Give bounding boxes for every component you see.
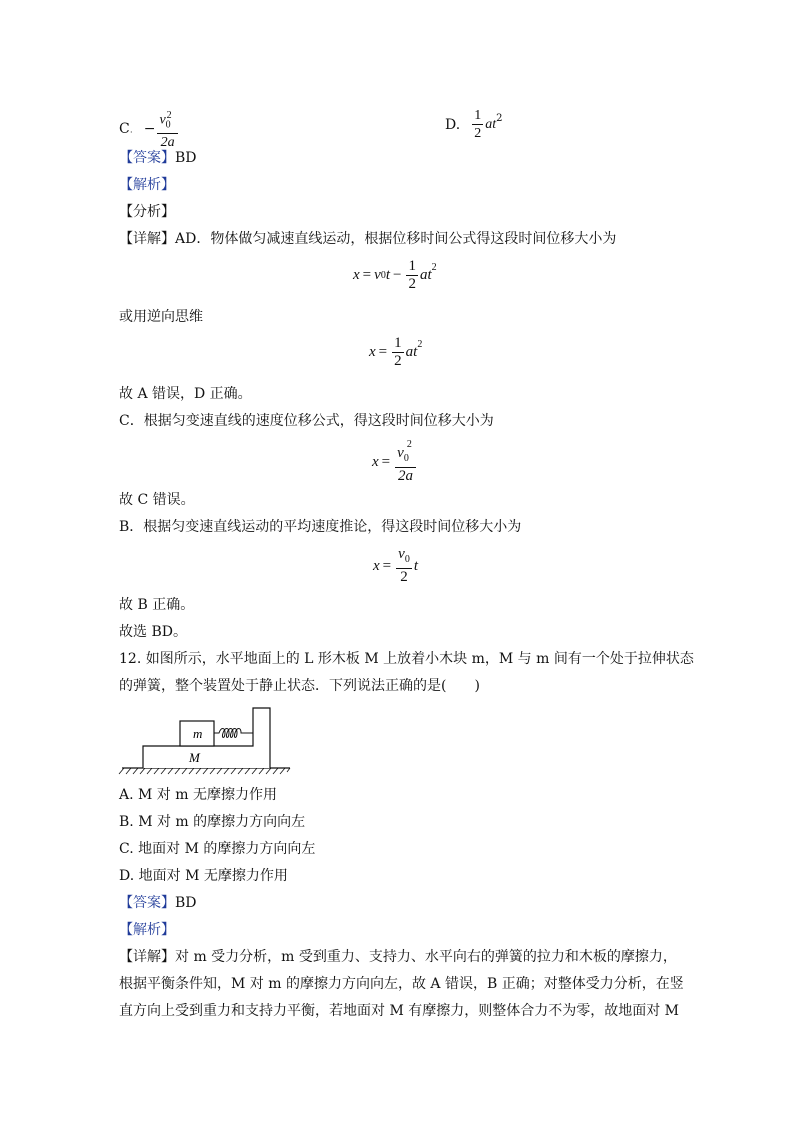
q12-option-b-text: B. M 对 m 的摩擦力方向向左	[119, 814, 306, 830]
conclusion-2-text: 故 C 错误。	[119, 492, 195, 508]
analysis-tag: 【解析】	[119, 922, 175, 938]
answer-tag: 【答案】	[119, 150, 175, 166]
option-c-num-sub: 0	[165, 119, 171, 131]
option-d-label: D.	[445, 116, 461, 133]
formula-two: 2	[400, 569, 408, 585]
formula-half-num: 1	[408, 258, 416, 274]
ground-hatching	[119, 768, 290, 774]
formula-v: v	[374, 267, 381, 283]
final-choice	[119, 622, 187, 642]
formula-t: t	[385, 267, 390, 283]
q12-answer-line	[119, 893, 197, 913]
formula-eq: =	[378, 344, 388, 360]
option-d-den: 2	[474, 126, 482, 141]
option-c	[119, 107, 180, 151]
formula-eq: =	[381, 454, 391, 470]
reverse-text: 或用逆向思维	[119, 309, 203, 325]
option-d-sup: 2	[496, 113, 503, 124]
option-c-num-v: v	[159, 112, 166, 128]
formula-reverse	[369, 335, 422, 370]
c-analysis-text: C．根据匀变速直线的速度位移公式，得这段时间位移大小为	[119, 413, 494, 429]
q12-detail-line2	[119, 974, 684, 994]
q12-option-a-text: A. M 对 m 无摩擦力作用	[119, 787, 277, 803]
option-d-num: 1	[474, 108, 482, 123]
formula-minus: −	[392, 267, 402, 283]
conclusion-3-text: 故 B 正确。	[119, 597, 195, 613]
b-analysis	[119, 517, 521, 537]
q12-stem-line1	[119, 649, 694, 669]
formula-v: v	[398, 546, 405, 562]
spring-block-figure	[118, 700, 298, 780]
formula-v-sub: 0	[380, 270, 386, 281]
formula-half-num: 1	[394, 335, 402, 351]
option-d	[445, 107, 502, 142]
formula-at-sup: 2	[417, 339, 423, 350]
q12-option-a	[119, 785, 277, 805]
formula-v2-over-2a	[395, 440, 416, 485]
option-c-den: 2a	[160, 135, 175, 151]
detail-tag: 【详解】	[119, 231, 175, 247]
q11-answer-line	[119, 148, 197, 168]
formula-at: at	[405, 344, 418, 360]
q12-detail-text-3: 直方向上受到重力和支持力平衡，若地面对 M 有摩擦力，则整体合力不为零，故地面对 M	[119, 1003, 680, 1019]
formula-eq: =	[382, 557, 392, 574]
formula-half-den: 2	[394, 353, 402, 369]
formula-v: v	[397, 445, 404, 461]
conclusion-1-text: 故 A 错误，D 正确。	[119, 386, 252, 402]
formula-half-den: 2	[408, 276, 416, 292]
formula-v0-over-2	[396, 546, 412, 586]
stray-dot: ·	[130, 128, 133, 137]
formula-velocity-displacement	[372, 440, 418, 485]
detail-tag: 【详解】	[119, 949, 175, 965]
formula-v-sup: 2	[406, 439, 412, 450]
q12-detail-text-1: 对 m 受力分析，m 受到重力、支持力、水平向右的弹簧的拉力和木板的摩擦力，	[175, 949, 677, 965]
formula-2a: 2a	[397, 468, 413, 484]
formula-x: x	[369, 344, 376, 360]
answer-tag: 【答案】	[119, 895, 175, 911]
figure-label-M: M	[189, 750, 200, 765]
q12-detail-line3	[119, 1001, 679, 1021]
q11-analysis-tag	[119, 175, 175, 195]
formula-half	[392, 335, 404, 370]
final-choice-text: 故选 BD。	[119, 624, 187, 640]
detail-text: AD．物体做匀减速直线运动，根据位移时间公式得这段时间位移大小为	[175, 231, 617, 247]
formula-x: x	[353, 267, 360, 283]
q12-detail-text-2: 根据平衡条件知，M 对 m 的摩擦力方向向左，故 A 错误，B 正确；对整体受力分析，在竖	[119, 976, 684, 992]
formula-v-sub: 0	[403, 453, 409, 464]
q12-option-c	[119, 839, 315, 859]
conclusion-2	[119, 490, 195, 510]
q12-stem-text-1: 12. 如图所示，水平地面上的 L 形木板 M 上放着小木块 m，M 与 m 间有一个处于拉伸状态	[119, 651, 694, 667]
q12-stem-text-2: 的弹簧，整个装置处于静止状态．下列说法正确的是( )	[119, 678, 480, 694]
figure-label-m: m	[193, 726, 203, 741]
conclusion-1	[119, 384, 252, 404]
spring-coil	[214, 729, 253, 738]
c-analysis	[119, 411, 494, 431]
q12-option-b	[119, 812, 305, 832]
q12-analysis-tag	[119, 920, 175, 940]
answer-value: BD	[175, 150, 197, 166]
b-analysis-text: B．根据匀变速直线运动的平均速度推论，得这段时间位移大小为	[119, 519, 522, 535]
formula-x: x	[372, 454, 379, 470]
option-c-label: C	[119, 121, 130, 138]
formula-v-sub: 0	[404, 554, 410, 565]
formula-x: x	[373, 557, 380, 574]
q12-option-c-text: C. 地面对 M 的摩擦力方向向左	[119, 841, 316, 857]
option-c-fraction	[157, 107, 177, 151]
formula-at: at	[419, 267, 432, 283]
option-d-fraction	[472, 107, 483, 142]
q11-fenxi-tag	[119, 202, 175, 222]
reverse-thinking	[119, 307, 203, 327]
q11-detail-line	[119, 229, 616, 249]
formula-average-velocity	[373, 546, 418, 586]
conclusion-3	[119, 595, 194, 615]
q12-stem-line2	[119, 676, 480, 696]
option-d-expr: at	[485, 116, 497, 132]
answer-value: BD	[175, 895, 197, 911]
formula-displacement	[353, 258, 437, 293]
option-c-minus: −	[143, 121, 156, 138]
fenxi-tag: 【分析】	[119, 204, 175, 220]
q12-option-d	[119, 866, 288, 886]
formula-at-sup: 2	[431, 262, 437, 273]
formula-eq: =	[362, 267, 372, 283]
formula-t: t	[413, 557, 418, 574]
option-c-num-sup: 2	[166, 110, 172, 121]
q12-detail-line1	[119, 947, 677, 967]
formula-half	[406, 258, 418, 293]
q12-option-d-text: D. 地面对 M 无摩擦力作用	[119, 868, 288, 884]
analysis-tag: 【解析】	[119, 177, 175, 193]
